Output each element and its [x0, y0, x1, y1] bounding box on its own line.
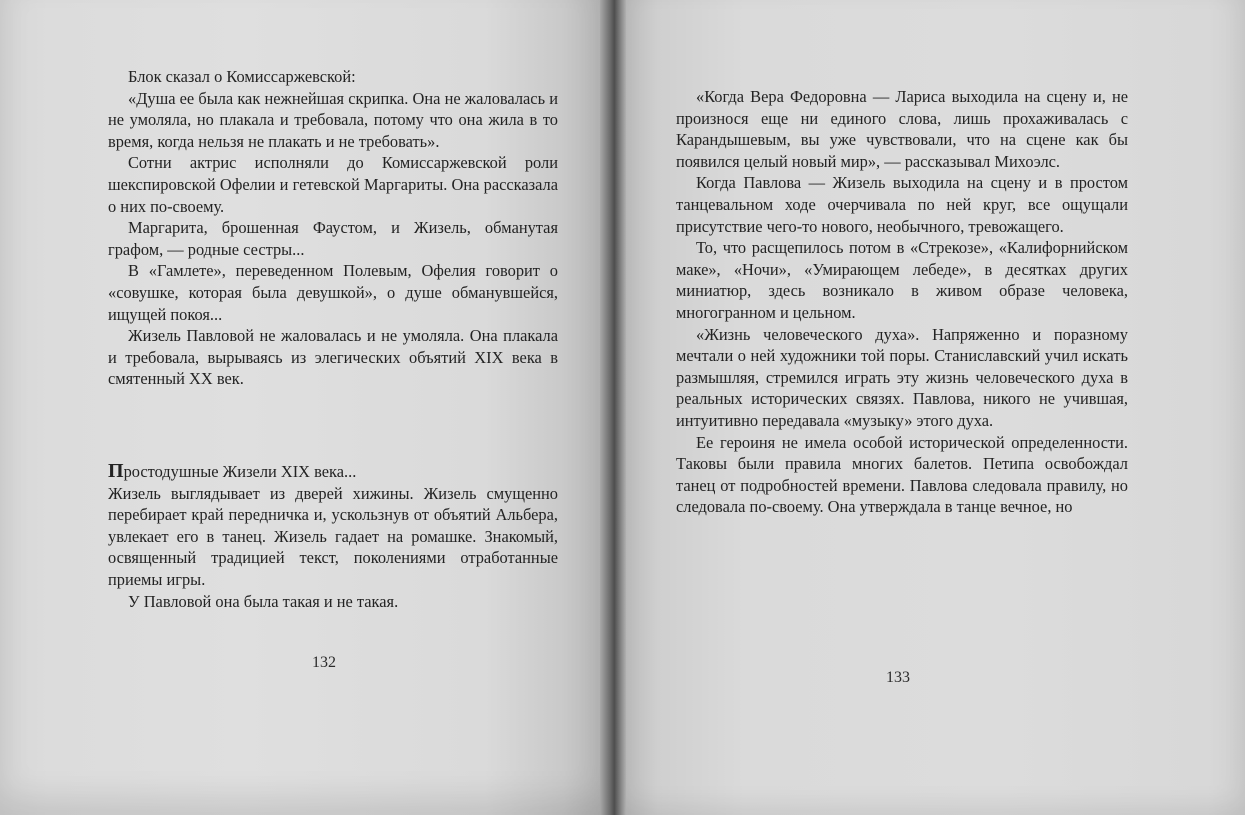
paragraph: «Жизнь человеческого духа». Напряженно и поразному мечтали о ней художники той поры. Станиславский учил искать размышляя, стремился играть эту жизнь человеческого духа в реальных исторических связях. Павлова, никого не учившая, интуитивно передавала «музыку» этого духа. [676, 324, 1128, 430]
paragraph: Сотни актрис исполняли до Комиссаржевской роли шекспировской Офелии и гетевской Маргариты. Она рассказала о них по-своему. [108, 153, 558, 216]
page-number: 132 [312, 654, 336, 671]
paragraph: «Когда Вера Федоровна — Лариса выходила на сцену и, не произнося еще ни единого слова, лишь прохаживалась с Карандышевым, вы уже чувствовали, что на сцене как бы появился целый новый мир», — рассказывал Михоэлс. [676, 87, 1128, 171]
paragraph: Когда Павлова — Жизель выходила на сцену и в простом танцевальном ходе очерчивала по ней круг, все ощущали присутствие чего-то нового, необычного, тревожащего. [676, 173, 1128, 236]
section-heading-initial: П [108, 460, 124, 482]
paragraph: Жизель выглядывает из дверей хижины. Жизель смущенно перебирает край передничка и, ускользнув от объятий Альбера, увлекает его в танец. Жизель гадает на ромашке. Знакомый, освященный традицией текст, поколениями отработанные приемы игры. [108, 483, 558, 589]
paragraph: В «Гамлете», переведенном Полевым, Офелия говорит о «совушке, которая была девушкой», о душе обманувшейся, ищущей покоя... [108, 261, 558, 324]
section-heading [108, 461, 558, 483]
paragraph: Блок сказал о Комиссаржевской: [128, 67, 356, 86]
paragraph: Маргарита, брошенная Фаустом, и Жизель, обманутая графом, — родные сестры... [108, 218, 558, 259]
right-page-text-block [676, 86, 1128, 518]
left-page-text-block [108, 66, 558, 390]
paragraph: У Павловой она была такая и не такая. [128, 591, 399, 611]
left-page-section [108, 461, 558, 612]
page-number: 133 [886, 669, 910, 686]
paragraph: «Душа ее была как нежнейшая скрипка. Она не жаловалась и не умоляла, но плакала и требовала, потому что она жила в то время, когда нельзя не плакать и не требовать». [108, 88, 558, 151]
paragraph: То, что расщепилось потом в «Стрекозе», «Калифорнийском маке», «Ночи», «Умирающем лебеде», в десятках других миниатюр, здесь возникало в живом образе человека, многогранном и цельном. [676, 238, 1128, 322]
book-gutter [600, 0, 626, 815]
section-heading-text: ростодушные Жизели XIX века... [123, 462, 357, 481]
paragraph: Ее героиня не имела особой исторической определенности. Таковы были правила многих балетов. Петипа освобождал танец от подробностей времени. Павлова следовала правилу, но следовала по-своему. Она утверждала в танце вечное, но [676, 432, 1128, 517]
paragraph: Жизель Павловой не жаловалась и не умоляла. Она плакала и требовала, вырываясь из элегических объятий XIX века в смятенный XX век. [108, 326, 558, 389]
